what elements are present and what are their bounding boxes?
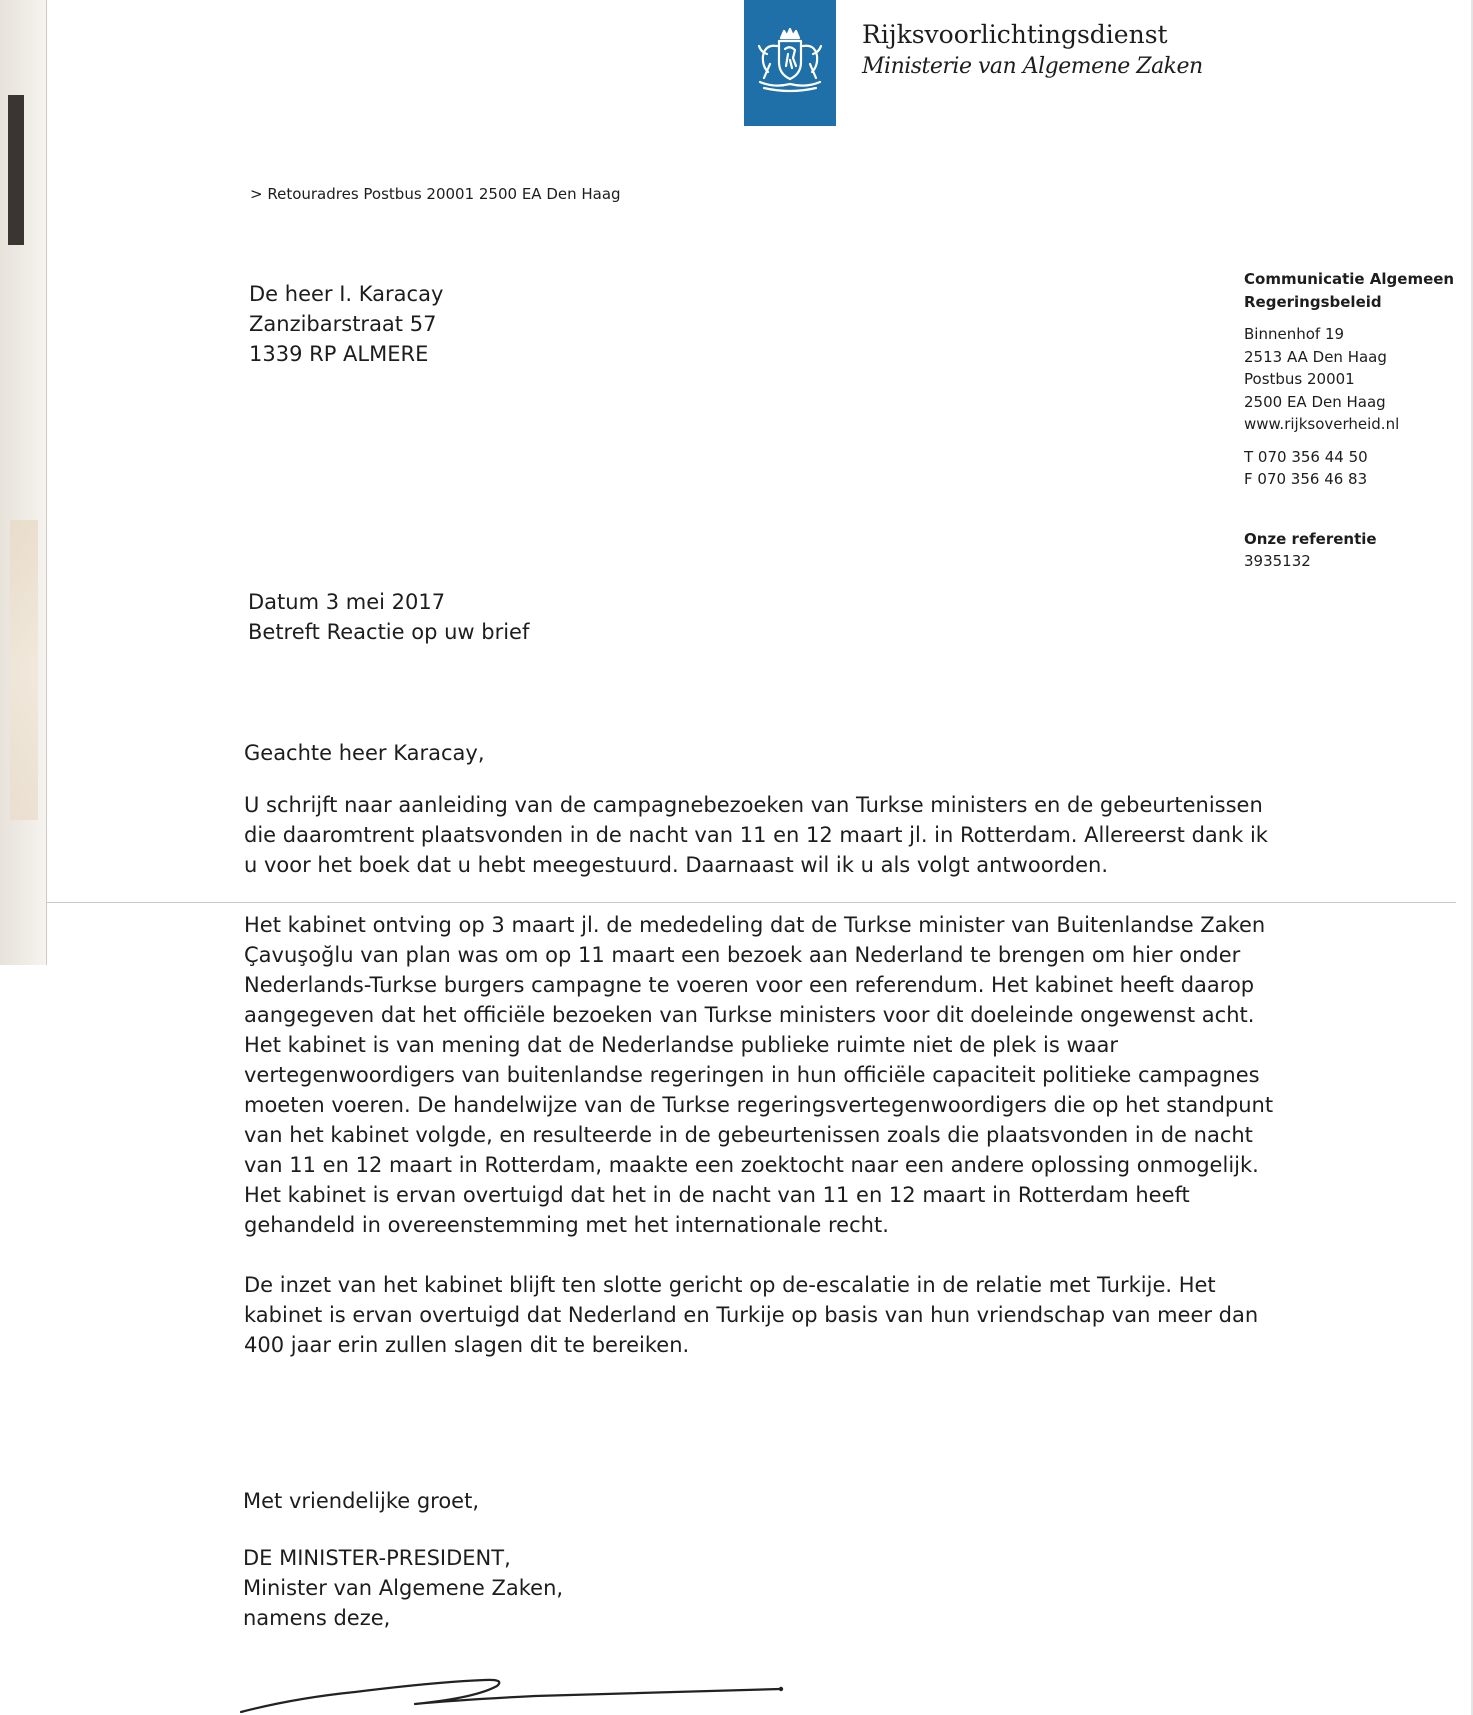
coat-of-arms-icon: [750, 24, 830, 104]
department-line: Regeringsbeleid: [1244, 292, 1382, 311]
newspaper-photo-fragment: [10, 520, 38, 820]
department-line: Communicatie Algemeen: [1244, 270, 1455, 288]
handwritten-signature: [235, 1668, 795, 1714]
recipient-city: 1339 RP ALMERE: [249, 342, 429, 366]
signatory-on-behalf: namens deze,: [243, 1606, 391, 1630]
letter-subject: Betreft Reactie op uw brief: [248, 620, 530, 644]
signatory-role: Minister van Algemene Zaken,: [243, 1576, 564, 1600]
closing: Met vriendelijke groet,: [243, 1489, 480, 1513]
body-paragraph: Het kabinet ontving op 3 maart jl. de mededeling dat de Turkse minister van Buitenlandse Zaken Çavuşoğlu van plan was om op 11 maart een bezoek aan Nederland te brengen om hier onder Nederlands-Turkse burgers campagne te voeren voor een referendum. Het kabinet heeft daarop aangegeven dat het officiële bezoeken van Turkse ministers voor dit doeleinde ongewenst acht. Het kabinet is van mening dat de Nederlandse publieke ruimte niet de plek is waar vertegenwoordigers van buitenlandse regeringen in hun officiële capaciteit politieke campagnes moeten voeren. De handelwijze van de Turkse regeringsvertegenwoordigers die op het standpunt van het kabinet volgde, en resulteerde in de gebeurtenissen zoals die plaatsvonden in de nacht van 11 en 12 maart in Rotterdam, maakte een zoektocht naar een andere oplossing onmogelijk. Het kabinet is ervan overtuigd dat het in de nacht van 11 en 12 maart in Rotterdam heeft gehandeld in overeenstemming met het internationale recht.: [244, 913, 1274, 1237]
address-line: Postbus 20001: [1244, 370, 1355, 388]
reference-label: Onze referentie: [1244, 529, 1377, 548]
website: www.rijksoverheid.nl: [1244, 415, 1400, 433]
sender-details: [1244, 268, 1466, 573]
fax-number: F 070 356 46 83: [1244, 470, 1368, 488]
address-line: Binnenhof 19: [1244, 325, 1345, 343]
recipient-address: [249, 279, 443, 369]
body-paragraph: U schrijft naar aanleiding van de campagnebezoeken van Turkse ministers en de gebeurtenissen die daaromtrent plaatsvonden in de nacht van 11 en 12 maart jl. in Rotterdam. Allereerst dank ik u voor het boek dat u hebt meegestuurd. Daarnaast wil ik u als volgt antwoorden.: [244, 793, 1268, 877]
reference-value: 3935132: [1244, 552, 1311, 570]
return-address: > Retouradres Postbus 20001 2500 EA Den Haag: [250, 185, 621, 203]
phone-number: T 070 356 44 50: [1244, 447, 1368, 466]
scan-newspaper-edge: [0, 0, 47, 965]
address-line: 2500 EA Den Haag: [1244, 392, 1386, 411]
recipient-street: Zanzibarstraat 57: [249, 312, 437, 336]
ministry-name: Ministerie van Algemene Zaken: [862, 54, 1203, 79]
letter-meta: [248, 587, 529, 647]
letter-body: [244, 738, 1284, 1390]
address-line: 2513 AA Den Haag: [1244, 347, 1387, 366]
government-logo: [744, 0, 836, 126]
signatory-title: DE MINISTER-PRESIDENT,: [243, 1546, 511, 1570]
letter-date: Datum 3 mei 2017: [248, 590, 446, 614]
body-paragraph: De inzet van het kabinet blijft ten slotte gericht op de-escalatie in de relatie met Turkije. Het kabinet is ervan overtuigd dat Nederland en Turkije op basis van hun vriendschap van meer dan 400 jaar erin zullen slagen dit te bereiken.: [244, 1273, 1259, 1357]
salutation: Geachte heer Karacay,: [244, 741, 485, 765]
newspaper-letter-fragment: [8, 95, 24, 245]
sender-department: [1244, 268, 1466, 313]
signatory-block: [243, 1543, 563, 1633]
recipient-name: De heer I. Karacay: [249, 282, 444, 306]
sender-address: [1244, 323, 1466, 436]
sender-phones: [1244, 446, 1466, 491]
organization-name: Rijksvoorlichtingsdienst: [862, 20, 1168, 49]
